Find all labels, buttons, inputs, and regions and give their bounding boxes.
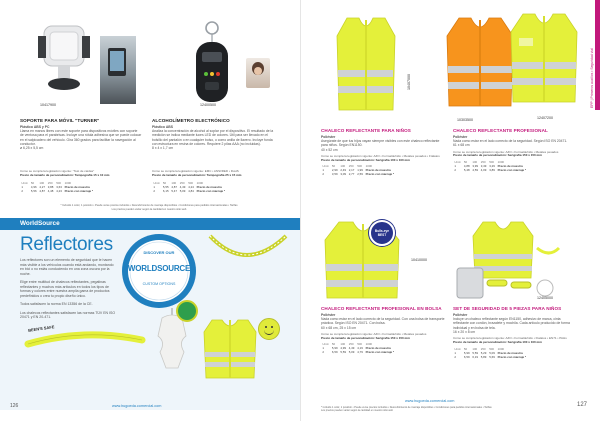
reflector-lanyard-strap <box>24 324 148 352</box>
person-blowing-photo <box>246 58 270 88</box>
product-material: Poliéster <box>321 313 336 317</box>
right-page <box>300 0 600 421</box>
sku-label: 10407000 <box>407 74 411 90</box>
section-bar <box>0 218 300 230</box>
product-block: SET DE SEGURIDAD DE 5 PIEZAS PARA NIÑOS Poliéster Incluye un chaleco reflectante según EN1150, adhesivo de marca, cinta reflectante con cordón, brazalete y mochila. Cada artículo producido de forma individual y en bolsa de tela. 16 x 20 x 8 cm Cómo se cumpla la legislación vigente: AZO • Formaldehído • Ftalatos • EN71 • PAHs Precio de tamaño de personalización: Serigrafía 100 x 100 mm Unid. 50 100 250 500 1000 1 5,99 5,59 5,29 5,09 Precio de muestra 2 6,59 6,19 5,89 5,69 Precio con marcaje * <box>453 306 577 359</box>
reflector-vest-small <box>198 318 262 380</box>
sku-label: 10417900 <box>40 103 56 107</box>
product-description: Incluye un chaleco reflectante según EN1150, adhesivo de marca, cinta reflectante con cordón, brazalete y mochila. Cada artículo producido de forma individual y en bolsa de tela. <box>453 317 570 330</box>
compliance-note: Cómo se cumpla la legislación vigente: EMC • ANSI/RED • RoHS Precio de tamaño de personalización: Tampografía 25 x 15 mm Unid. 50 100 250 500 1000 1 5,55 4,87 4,49 4,24 Precio de muestra 2 6,15 5,47 5,09 4,84 Precio con marcaje * <box>152 169 242 193</box>
kids-safety-set-image <box>453 218 565 304</box>
sku-label: 12407200 <box>537 116 553 120</box>
table-row: 1 5,99 4,99 4,49 4,19 Precio de muestra <box>322 346 391 351</box>
product-title: CHALECO REFLECTANTE PROFESIONAL <box>453 128 548 133</box>
badge-bottom-text: CUSTOM OPTIONS <box>142 282 176 286</box>
product-block <box>152 118 276 150</box>
table-row: 1 4,88 3,99 3,49 3,29 Precio de muestra <box>454 164 523 169</box>
vest-with-bag-image <box>323 218 409 300</box>
table-row: 2 6,59 6,19 5,89 5,69 Precio con marcaje * <box>454 354 527 359</box>
product-description: Nada como estar en el lado correcto de la seguridad. Según ISO EN 20471. <box>453 139 568 144</box>
product-block: CHALECO REFLECTANTE PARA NIÑOS Poliéster Asegúrate de que tus hijos vayan siempre visibles con este chaleco reflectante para niños. Según EN1150. 40 x 52 cm Cómo se cumpla la legislación vigente: AZO • Formaldehído • Metales pesados • Ftalatos Precio de tamaño de personalización: Serigrafía 100 x 100 mm Unid. 50 100 250 500 1000 1 2,99 2,49 2,17 1,99 Precio de muestra 2 3,59 3,09 2,77 2,59 Precio con marcaje * <box>321 128 445 176</box>
sku-label: 10410000 <box>411 258 427 262</box>
page-number: 126 <box>10 403 19 409</box>
table-row: 1 5,55 4,87 4,49 4,24 Precio de muestra <box>153 184 222 189</box>
table-row: 2 5,56 4,87 4,48 4,23 Precio con marcaje * <box>21 188 94 193</box>
badge-top-text: DISCOVER OUR <box>143 250 175 255</box>
price-table: Unid. 50 100 250 500 1000 1 5,55 4,87 4,49 4,24 Precio de muestra 2 6,15 5,47 5,09 4,84 Precio con marcaje * <box>153 180 226 193</box>
table-row: 1 5,99 5,59 5,29 5,09 Precio de muestra <box>454 350 523 355</box>
sku-label: 12405000 <box>537 296 553 300</box>
product-title: CHALECO REFLECTANTE PARA NIÑOS <box>321 128 411 133</box>
sku-label: 10303500 <box>457 118 473 122</box>
product-block: CHALECO REFLECTANTE PROFESIONAL Poliéster Nada como estar en el lado correcto de la seguridad. Según ISO EN 20471. 61 x 68 cm Cómo se cumpla la legislación vigente: AZO • Formaldehído • Metales pesados Precio de tamaño de personalización: Serigrafía 150 x 150 mm Unid. 50 100 250 500 1000 1 4,88 3,99 3,49 3,29 Precio de muestra 2 5,48 4,59 4,09 3,89 Precio con marcaje * <box>453 128 577 172</box>
footnote: * Incluido 1 color, 1 posición • Puede verse precios incluidos • Descubrimiento de marcaje disponibles • Condiciones para pedidos internacionales • Tarifas Los precios pueden variar según la cantidad en nuestro sitio web <box>60 204 238 211</box>
pro-vest-yellow-image <box>507 10 581 106</box>
reflector-lanyard <box>206 234 290 286</box>
pro-vest-orange-image <box>443 14 517 110</box>
product-size: 40 x 52 cm <box>321 147 338 152</box>
badge-brand-text: WORLDSOURCE <box>127 264 191 273</box>
page-url[interactable]: www.hugoeda.comercial.com <box>405 399 455 403</box>
footnote: * Incluido 1 color, 1 posición • Puede verse precios incluidos • Descubrimiento de marcaje disponibles • Condiciones para pedidos internacionales • Tarifas Los precios pueden variar según la cantidad en nuestro sitio web <box>321 406 492 413</box>
price-table: Unid. 50 100 250 500 1000 1 5,99 5,59 5,29 5,09 Precio de muestra 2 6,59 6,19 5,89 5,69 Precio con marcaje * <box>454 346 527 359</box>
kids-vest-image <box>331 14 401 114</box>
product-size: 60 x 68 cm, 25 x 15 cm <box>321 325 357 330</box>
page-title: Reflectores <box>20 234 113 255</box>
side-tab-label: EPP | Primeros auxilios • Seguridad vial <box>590 48 594 108</box>
side-tab[interactable] <box>589 0 600 110</box>
section-tag: WorldSource <box>20 220 60 227</box>
section-body: Los reflectores son un elemento de seguridad que le hacen más visible a los vehículos cuando está andando, montando en bici o no estás conduciendo en una zona oscura por la noche. Elige entre multitud de chalecos reflectantes, pegatinas reflectantes y muchos más artículos en todos los tipos de formas y colores entre nuestra amplia gama de productos predefinidos o crea tu propio diseño único. Todos satisfacen la norma EN 13356 de la CE. Los chalecos reflectantes satisfacen las normas TÜV EN ISO 20471 y EN 20-471. <box>20 258 116 319</box>
product-description: Analiza la concentración de alcohol al soplar por el dispositivo. El resultado de la medición se indica mediante luces LED de colores. Útil para ser llevado en el bolsillo del pantalón o en cualquier bolso, o como anilla de llavero. Incluye funda con estructura en resina de colores. Requiere 2 pilas AAA (no incluidas). <box>152 129 274 146</box>
product-title: SOPORTE PARA MÓVIL "TURNER" <box>20 118 100 123</box>
product-size: 8 x 4 x 1,7 cm <box>152 146 174 151</box>
product-material: Plástico ABS <box>152 125 173 129</box>
table-row: 2 6,59 5,59 5,09 4,79 Precio con marcaje * <box>322 350 395 355</box>
phone-holder-image <box>30 22 98 94</box>
product-size: 16 x 20 x 8 cm <box>453 329 476 334</box>
compliance-note: Cómo se cumpla la legislación vigente: "Test de caídas" Precio de tamaño de personalización: Tampografía 15 x 10 mm Unid. 50 100 250 500 1000 1 4,96 4,27 3,88 3,63 Precio de muestra 2 5,56 4,87 4,48 4,23 Precio con marcaje * <box>20 169 110 193</box>
product-description: Asegúrate de que tus hijos vayan siempre visibles con este chaleco reflectante para niños. Según EN1150. <box>321 139 440 148</box>
product-description: Llama en manos libres con este soporte para dispositivos móviles con soporte de ventosa para el parabrisas. Incluye una rótula adhesiva que se puede colocar en el salpicadero del vehículo. Gira 360 grados para facilitar la navegación al conductor. <box>20 129 142 146</box>
product-material: Poliéster <box>321 135 336 139</box>
table-row: 2 6,15 5,47 5,09 4,84 Precio con marcaje * <box>153 188 226 193</box>
price-table: Unid. 50 100 250 500 1000 1 5,99 4,99 4,49 4,19 Precio de muestra 2 6,59 5,59 5,09 4,79 Precio con marcaje * <box>322 342 395 355</box>
product-title: ALCOHOLÍMETRO ELECTRÓNICO <box>152 118 230 123</box>
price-table: Unid. 50 100 250 500 1000 1 4,96 4,27 3,88 3,63 Precio de muestra 2 5,56 4,87 4,48 4,23 Precio con marcaje * <box>21 180 94 193</box>
product-title: SET DE SEGURIDAD DE 5 PIEZAS PARA NIÑOS <box>453 306 562 311</box>
product-description: Nada como estar en el lado correcto de la seguridad. Con una bolsa de transporte práctica. Según ISO EN 20471. Con bolsa. <box>321 317 445 326</box>
product-size: ø 6,25 x 5,5 cm <box>20 146 44 151</box>
sku-label: 12400500 <box>200 103 216 107</box>
price-table: Unid. 50 100 250 500 1000 1 4,88 3,99 3,49 3,29 Precio de muestra 2 5,48 4,59 4,09 3,89 Precio con marcaje * <box>454 160 527 173</box>
page-url[interactable]: www.hugoeda.comercial.com <box>112 404 162 408</box>
product-material: Poliéster <box>453 135 468 139</box>
lanyard-text: BEEN'S SAFE <box>27 324 55 333</box>
product-block: CHALECO REFLECTANTE PROFESIONAL EN BOLSA Poliéster Nada como estar en el lado correcto de la seguridad. Con una bolsa de transporte práctica. Según ISO EN 20471. Con bolsa. 60 x 68 cm, 25 x 15 cm Cómo se cumpla la legislación vigente: AZO • Formaldehído • Metales pesados Precio de tamaño de personalización: Serigrafía 150 x 150 mm Unid. 50 100 250 500 1000 1 5,99 4,99 4,49 4,19 Precio de muestra 2 6,59 5,59 5,09 4,79 Precio con marcaje * <box>321 306 445 355</box>
table-row: 1 4,96 4,27 3,88 3,63 Precio de muestra <box>21 184 90 189</box>
price-table: Unid. 50 100 250 500 1000 1 2,99 2,49 2,17 1,99 Precio de muestra 2 3,59 3,09 2,77 2,59 Precio con marcaje * <box>322 164 395 177</box>
page-number: 127 <box>577 402 588 408</box>
breathalyzer-image <box>190 18 244 110</box>
bullseye-badge: Bulls-eye BEST <box>369 220 395 246</box>
product-size: 61 x 68 cm <box>453 143 470 148</box>
table-row: 1 2,99 2,49 2,17 1,99 Precio de muestra <box>322 168 391 173</box>
product-title: CHALECO REFLECTANTE PROFESIONAL EN BOLSA <box>321 306 442 311</box>
table-row: 2 3,59 3,09 2,77 2,59 Precio con marcaje * <box>322 172 395 177</box>
car-phone-photo <box>100 36 136 104</box>
reflector-disc-green <box>176 300 198 322</box>
product-block <box>20 118 142 150</box>
worldsource-badge <box>120 232 198 310</box>
product-material: Poliéster <box>453 313 468 317</box>
table-row: 2 5,48 4,59 4,09 3,89 Precio con marcaje * <box>454 168 527 173</box>
product-material: Plástico ABS y PC <box>20 125 50 129</box>
